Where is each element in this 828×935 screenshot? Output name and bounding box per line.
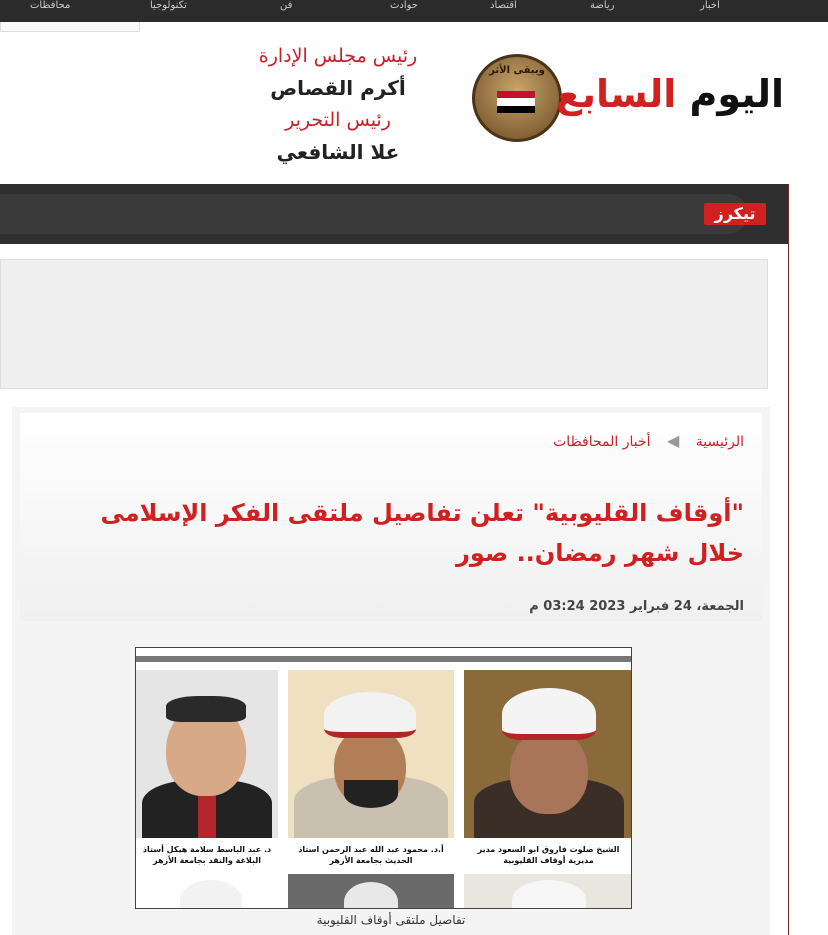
main-navigation-bar — [0, 184, 788, 244]
article-title: "أوقاف القليوبية" تعلن تفاصيل ملتقى الفكر الإسلامى خلال شهر رمضان.. صور — [100, 499, 744, 567]
board-chairman-role: رئيس مجلس الإدارة — [258, 45, 418, 67]
column-divider — [788, 184, 789, 935]
ticker-track — [0, 194, 748, 234]
article-header — [20, 413, 762, 621]
editor-in-chief-name: علا الشافعي — [276, 140, 400, 164]
breadcrumb-section-link[interactable]: أخبار المحافظات — [553, 434, 651, 450]
tickers-badge[interactable]: تيكرز — [704, 203, 766, 225]
logo-wordmark — [556, 72, 784, 116]
top-navigation-bar — [0, 0, 828, 22]
logo-word-black: اليوم — [689, 72, 784, 116]
top-nav-item[interactable]: اقتصاد — [490, 0, 517, 11]
portrait-photo — [176, 874, 246, 909]
top-nav-item[interactable]: حوادث — [390, 0, 418, 11]
top-nav-item[interactable]: رياضة — [590, 0, 615, 11]
editor-in-chief-role: رئيس التحرير — [285, 109, 391, 131]
article-date: الجمعة، 24 فبراير 2023 03:24 م — [529, 599, 744, 614]
egypt-flag-icon — [497, 91, 535, 113]
portrait-photo — [464, 670, 632, 838]
breadcrumb-chevron-icon: ◀ — [667, 431, 680, 450]
advertisement-slot — [0, 259, 768, 389]
search-box[interactable] — [0, 22, 140, 32]
portrait-caption: أ.د. محمود عبد الله عبد الرحمن استاذ الحديث بجامعة الأزهر — [298, 845, 444, 865]
portrait-caption: د. عبد الباسط سلامة هيكل أستاذ البلاغة والنقد بجامعة الأزهر — [142, 845, 272, 865]
editorial-credits — [238, 40, 438, 168]
portrait-photo — [136, 670, 278, 838]
seal-text: ويبقى الأثر — [489, 65, 545, 76]
image-caption: تفاصيل ملتقى أوقاف القليوبية — [316, 913, 466, 927]
article-image[interactable] — [135, 647, 632, 909]
site-logo[interactable] — [472, 54, 784, 144]
top-nav-item[interactable]: فن — [280, 0, 293, 11]
portrait-photo — [288, 670, 454, 838]
top-nav-item[interactable]: أخبار — [700, 0, 720, 11]
breadcrumb — [553, 431, 744, 450]
article-container — [12, 407, 770, 935]
top-nav-item[interactable]: تكنولوجيا — [150, 0, 187, 11]
portrait-caption: الشيخ صلوت فاروق ابو السعود مدير مديرية أوقاف القليوبية — [477, 845, 620, 865]
portrait-photo — [464, 874, 632, 909]
board-chairman-name: أكرم القصاص — [270, 76, 406, 100]
breadcrumb-home-link[interactable]: الرئيسية — [695, 434, 744, 450]
image-top-band — [136, 656, 631, 662]
top-nav-item[interactable]: محافظات — [30, 0, 71, 11]
seal-emblem — [472, 54, 562, 142]
logo-word-red: السابع — [555, 72, 677, 116]
portrait-photo — [288, 874, 454, 909]
